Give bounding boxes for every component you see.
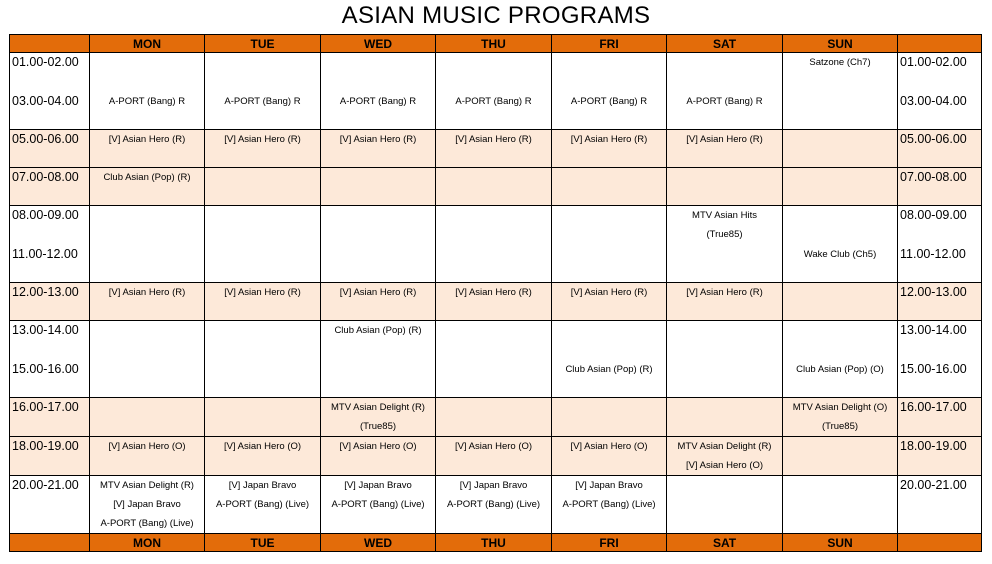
program-label: MTV Asian Hits <box>692 210 757 221</box>
day-header-tue: TUE <box>205 35 321 53</box>
program-label: [V] Japan Bravo <box>113 499 181 510</box>
program-cell-sat <box>667 437 783 476</box>
program-cell-sat <box>667 168 783 206</box>
time-label: 03.00-04.00 <box>900 94 967 108</box>
program-label: [V] Asian Hero (R) <box>224 134 301 145</box>
program-cell-wed <box>321 130 436 168</box>
schedule-row <box>10 437 982 476</box>
time-slot-right <box>898 283 982 321</box>
program-cell-wed <box>321 206 436 283</box>
program-label: A-PORT (Bang) R <box>108 96 186 107</box>
program-label: A-PORT (Bang) (Live) <box>215 499 310 510</box>
program-cell-tue <box>205 53 321 130</box>
program-cell-wed <box>321 168 436 206</box>
time-label: 03.00-04.00 <box>12 94 79 108</box>
program-cell-sun <box>783 476 898 534</box>
program-cell-sat <box>667 206 783 283</box>
program-label: [V] Asian Hero (R) <box>686 134 763 145</box>
time-slot-right <box>898 476 982 534</box>
time-label: 16.00-17.00 <box>900 400 967 414</box>
schedule-row <box>10 283 982 321</box>
program-label: A-PORT (Bang) R <box>339 96 417 107</box>
program-label: (True85) <box>821 421 859 432</box>
program-cell-sat <box>667 53 783 130</box>
time-label: 13.00-14.00 <box>12 323 79 337</box>
program-cell-thu <box>436 168 552 206</box>
time-slot-left <box>10 168 90 206</box>
program-cell-fri <box>552 476 667 534</box>
schedule-row <box>10 206 982 283</box>
program-cell-sun <box>783 321 898 398</box>
program-cell-tue <box>205 398 321 437</box>
day-header-tue: TUE <box>205 534 321 552</box>
program-cell-fri <box>552 398 667 437</box>
time-slot-left <box>10 437 90 476</box>
program-label: [V] Asian Hero (R) <box>570 134 648 145</box>
program-label: [V] Japan Bravo <box>459 480 528 491</box>
program-cell-mon <box>90 130 205 168</box>
program-cell-sun <box>783 168 898 206</box>
time-slot-right <box>898 321 982 398</box>
time-label: 15.00-16.00 <box>12 362 79 376</box>
time-label: 07.00-08.00 <box>12 170 79 184</box>
program-cell-mon <box>90 283 205 321</box>
program-cell-wed <box>321 321 436 398</box>
program-cell-mon <box>90 206 205 283</box>
program-cell-fri <box>552 53 667 130</box>
day-header-wed: WED <box>321 534 436 552</box>
program-label: A-PORT (Bang) (Live) <box>562 499 656 510</box>
time-label: 18.00-19.00 <box>12 439 79 453</box>
program-cell-wed <box>321 53 436 130</box>
program-label: [V] Asian Hero (R) <box>108 134 186 145</box>
time-slot-left <box>10 206 90 283</box>
day-header-mon: MON <box>90 35 205 53</box>
program-cell-tue <box>205 168 321 206</box>
time-slot-left <box>10 398 90 437</box>
program-label: [V] Asian Hero (R) <box>455 134 532 145</box>
program-label: (True85) <box>706 229 743 240</box>
program-label: MTV Asian Delight (R) <box>100 480 194 491</box>
program-label: [V] Japan Bravo <box>575 480 643 491</box>
program-cell-fri <box>552 283 667 321</box>
program-cell-sun <box>783 283 898 321</box>
program-cell-tue <box>205 437 321 476</box>
program-cell-mon <box>90 321 205 398</box>
program-label: [V] Asian Hero (R) <box>686 287 763 298</box>
program-label: (True85) <box>359 421 397 432</box>
program-cell-thu <box>436 53 552 130</box>
program-cell-fri <box>552 130 667 168</box>
program-cell-sat <box>667 398 783 437</box>
time-label: 18.00-19.00 <box>900 439 967 453</box>
day-header-wed: WED <box>321 35 436 53</box>
program-cell-fri <box>552 437 667 476</box>
schedule-table <box>9 34 982 552</box>
program-label: Satzone (Ch7) <box>809 57 871 68</box>
time-slot-left <box>10 283 90 321</box>
day-header-mon: MON <box>90 534 205 552</box>
program-cell-tue <box>205 283 321 321</box>
day-header-sun: SUN <box>783 534 898 552</box>
program-label: A-PORT (Bang) R <box>686 96 763 107</box>
time-slot-left <box>10 130 90 168</box>
program-cell-thu <box>436 321 552 398</box>
program-cell-sat <box>667 321 783 398</box>
program-cell-tue <box>205 206 321 283</box>
program-cell-fri <box>552 168 667 206</box>
program-cell-thu <box>436 283 552 321</box>
time-slot-right <box>898 437 982 476</box>
schedule-row <box>10 53 982 130</box>
corner-cell <box>10 35 90 53</box>
time-label: 07.00-08.00 <box>900 170 967 184</box>
corner-cell <box>898 35 982 53</box>
program-label: [V] Japan Bravo <box>344 480 412 491</box>
time-label: 11.00-12.00 <box>900 247 966 261</box>
time-slot-right <box>898 53 982 130</box>
program-cell-mon <box>90 168 205 206</box>
program-cell-tue <box>205 321 321 398</box>
program-cell-sun <box>783 206 898 283</box>
program-label: A-PORT (Bang) R <box>570 96 648 107</box>
time-slot-right <box>898 168 982 206</box>
program-cell-wed <box>321 398 436 437</box>
program-cell-fri <box>552 321 667 398</box>
program-cell-wed <box>321 437 436 476</box>
time-label: 15.00-16.00 <box>900 362 967 376</box>
day-header-fri: FRI <box>552 35 667 53</box>
time-slot-right <box>898 130 982 168</box>
time-label: 05.00-06.00 <box>900 132 967 146</box>
time-slot-left <box>10 476 90 534</box>
program-label: [V] Asian Hero (O) <box>339 441 417 452</box>
program-cell-thu <box>436 130 552 168</box>
day-header-row-bottom <box>10 534 982 552</box>
time-label: 11.00-12.00 <box>12 247 78 261</box>
program-label: [V] Asian Hero (R) <box>224 287 301 298</box>
program-cell-thu <box>436 437 552 476</box>
program-cell-thu <box>436 206 552 283</box>
schedule-row <box>10 398 982 437</box>
program-label: [V] Asian Hero (O) <box>108 441 186 452</box>
program-label: [V] Asian Hero (O) <box>454 441 533 452</box>
program-cell-mon <box>90 437 205 476</box>
time-slot-right <box>898 398 982 437</box>
program-label: [V] Asian Hero (R) <box>570 287 648 298</box>
time-label: 13.00-14.00 <box>900 323 967 337</box>
corner-cell <box>898 534 982 552</box>
day-header-sat: SAT <box>667 534 783 552</box>
program-label: [V] Asian Hero (R) <box>339 134 417 145</box>
program-label: [V] Asian Hero (O) <box>570 441 648 452</box>
program-cell-mon <box>90 398 205 437</box>
day-header-thu: THU <box>436 534 552 552</box>
program-cell-sat <box>667 130 783 168</box>
program-label: [V] Asian Hero (O) <box>223 441 302 452</box>
time-label: 12.00-13.00 <box>12 285 79 299</box>
day-header-sun: SUN <box>783 35 898 53</box>
day-header-thu: THU <box>436 35 552 53</box>
program-cell-wed <box>321 476 436 534</box>
day-header-fri: FRI <box>552 534 667 552</box>
time-label: 12.00-13.00 <box>900 285 967 299</box>
schedule-row <box>10 130 982 168</box>
time-slot-left <box>10 321 90 398</box>
program-label: MTV Asian Delight (R) <box>331 402 425 413</box>
program-cell-tue <box>205 476 321 534</box>
program-label: MTV Asian Delight (R) <box>677 441 772 452</box>
program-cell-wed <box>321 283 436 321</box>
program-label: [V] Asian Hero (R) <box>108 287 186 298</box>
program-label: MTV Asian Delight (O) <box>792 402 888 413</box>
program-label: A-PORT (Bang) (Live) <box>446 499 541 510</box>
program-cell-sat <box>667 476 783 534</box>
program-cell-sun <box>783 130 898 168</box>
time-label: 20.00-21.00 <box>12 478 79 492</box>
time-label: 08.00-09.00 <box>12 208 79 222</box>
corner-cell <box>10 534 90 552</box>
program-cell-thu <box>436 476 552 534</box>
program-cell-mon <box>90 53 205 130</box>
program-label: A-PORT (Bang) R <box>455 96 532 107</box>
program-cell-sat <box>667 283 783 321</box>
program-label: Club Asian (Pop) (R) <box>103 172 191 183</box>
program-label: A-PORT (Bang) (Live) <box>100 518 194 529</box>
program-cell-fri <box>552 206 667 283</box>
program-cell-thu <box>436 398 552 437</box>
time-slot-right <box>898 206 982 283</box>
page-title: ASIAN MUSIC PROGRAMS <box>341 2 651 29</box>
time-label: 01.00-02.00 <box>12 55 79 69</box>
program-cell-sun <box>783 398 898 437</box>
time-label: 08.00-09.00 <box>900 208 967 222</box>
program-label: A-PORT (Bang) R <box>224 96 301 107</box>
program-label: [V] Asian Hero (R) <box>339 287 417 298</box>
program-label: [V] Japan Bravo <box>228 480 297 491</box>
schedule-row <box>10 168 982 206</box>
time-label: 05.00-06.00 <box>12 132 79 146</box>
program-label: [V] Asian Hero (R) <box>455 287 532 298</box>
time-label: 01.00-02.00 <box>900 55 967 69</box>
program-label: Club Asian (Pop) (O) <box>796 364 884 375</box>
program-cell-sun <box>783 437 898 476</box>
program-cell-tue <box>205 130 321 168</box>
day-header-sat: SAT <box>667 35 783 53</box>
schedule-row <box>10 321 982 398</box>
program-label: Wake Club (Ch5) <box>803 249 877 260</box>
program-cell-mon <box>90 476 205 534</box>
schedule-row <box>10 476 982 534</box>
time-slot-left <box>10 53 90 130</box>
program-label: Club Asian (Pop) (R) <box>334 325 422 336</box>
program-label: A-PORT (Bang) (Live) <box>331 499 425 510</box>
program-label: [V] Asian Hero (O) <box>685 460 764 471</box>
time-label: 16.00-17.00 <box>12 400 79 414</box>
time-label: 20.00-21.00 <box>900 478 967 492</box>
day-header-row-top <box>10 35 982 53</box>
program-cell-sun <box>783 53 898 130</box>
program-label: Club Asian (Pop) (R) <box>565 364 653 375</box>
